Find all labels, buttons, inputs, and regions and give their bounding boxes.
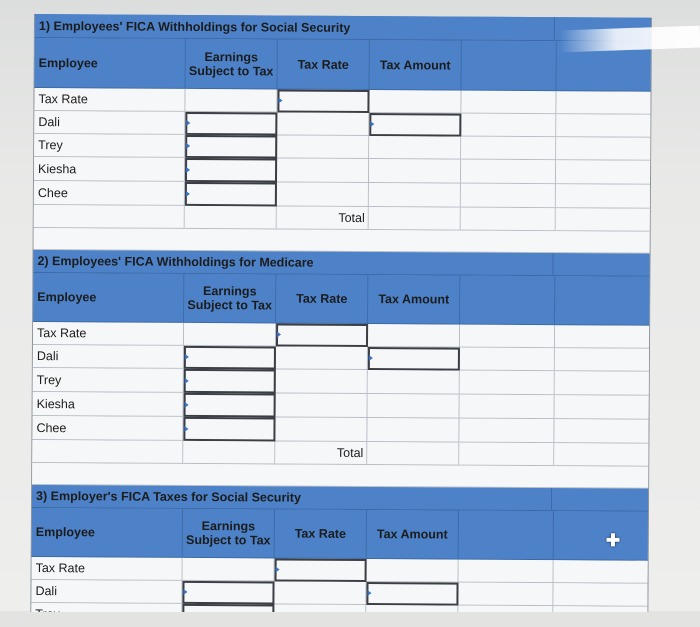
tax-rate-cell[interactable] — [277, 182, 369, 207]
earnings-input[interactable] — [184, 346, 276, 370]
earnings-cell[interactable] — [184, 323, 276, 347]
section-title: 2) Employees' FICA Withholdings for Medicare — [33, 250, 553, 276]
earnings-cell[interactable] — [183, 558, 275, 582]
row-label: Chee — [32, 416, 183, 441]
tax-rate-cell[interactable] — [275, 417, 367, 442]
row-label: Tax Rate — [34, 88, 185, 112]
row-label: Tax Rate — [32, 557, 183, 581]
tax-amount-header: Tax Amount — [368, 275, 460, 325]
row-label: Dali — [31, 580, 182, 604]
tax-amount-header: Tax Amount — [367, 510, 459, 560]
tax-rate-cell[interactable] — [277, 112, 369, 136]
tax-rate-header: Tax Rate — [275, 509, 367, 559]
tax-rate-input[interactable] — [275, 558, 367, 582]
total-label: Total — [277, 206, 369, 230]
tax-rate-cell[interactable] — [277, 135, 369, 159]
earnings-cell[interactable] — [185, 89, 277, 113]
earnings-input[interactable] — [182, 581, 274, 605]
tax-amount-cell[interactable] — [369, 183, 461, 208]
tax-rate-cell[interactable] — [276, 369, 368, 394]
employee-header: Employee — [35, 38, 186, 89]
tax-rate-cell[interactable] — [274, 581, 366, 605]
earnings-input[interactable] — [184, 369, 276, 394]
earnings-header: Earnings Subject to Tax — [183, 509, 275, 559]
tax-amount-cell[interactable] — [368, 394, 460, 419]
row-label: Kiesha — [33, 392, 184, 417]
earnings-input[interactable] — [185, 135, 277, 159]
tax-rate-header: Tax Rate — [276, 274, 368, 324]
row-label: Trey — [33, 368, 184, 393]
section-2-header-row — [33, 273, 649, 326]
screen-bottom-edge — [0, 612, 700, 627]
tax-amount-input[interactable] — [366, 582, 458, 606]
row-label: Chee — [34, 181, 185, 206]
tax-amount-cell[interactable] — [367, 559, 459, 583]
tax-amount-cell[interactable] — [369, 136, 461, 160]
tax-rate-cell[interactable] — [276, 393, 368, 418]
section-3-header-row — [32, 508, 648, 561]
earnings-input[interactable] — [183, 417, 275, 442]
tax-rate-input[interactable] — [276, 323, 368, 347]
tax-amount-cell[interactable] — [369, 159, 461, 184]
worksheet-grid — [30, 14, 652, 616]
tax-amount-input[interactable] — [368, 347, 460, 371]
total-amount-cell[interactable] — [367, 442, 459, 466]
earnings-input[interactable] — [185, 112, 277, 136]
tax-rate-cell[interactable] — [276, 346, 368, 370]
row-label: Dali — [34, 111, 185, 135]
section-1-header-row — [35, 38, 651, 92]
employee-header: Employee — [32, 508, 183, 558]
tax-amount-header: Tax Amount — [370, 40, 462, 91]
tax-rate-cell[interactable] — [277, 158, 369, 183]
tax-amount-cell[interactable] — [369, 90, 461, 114]
earnings-input[interactable] — [185, 158, 277, 183]
total-label: Total — [275, 441, 367, 465]
tax-amount-cell[interactable] — [368, 370, 460, 395]
earnings-header: Earnings Subject to Tax — [186, 39, 278, 90]
row-label: Trey — [34, 134, 185, 158]
employee-header: Employee — [33, 273, 184, 323]
tax-rate-input[interactable] — [277, 89, 369, 113]
tax-amount-input[interactable] — [369, 113, 461, 137]
earnings-header: Earnings Subject to Tax — [184, 274, 276, 324]
earnings-input[interactable] — [185, 182, 277, 207]
tax-rate-header: Tax Rate — [278, 39, 370, 90]
total-amount-cell[interactable] — [369, 207, 461, 231]
section-title: 3) Employer's FICA Taxes for Social Security — [32, 485, 552, 511]
row-label: Tax Rate — [33, 322, 184, 346]
row-label: Kiesha — [34, 157, 185, 182]
row-label: Dali — [33, 345, 184, 369]
section-title: 1) Employees' FICA Withholdings for Social Security — [35, 14, 555, 41]
tax-amount-cell[interactable] — [367, 418, 459, 443]
tax-amount-cell[interactable] — [368, 324, 460, 348]
plus-cursor-icon: ✚ — [605, 531, 621, 550]
earnings-input[interactable] — [184, 393, 276, 418]
